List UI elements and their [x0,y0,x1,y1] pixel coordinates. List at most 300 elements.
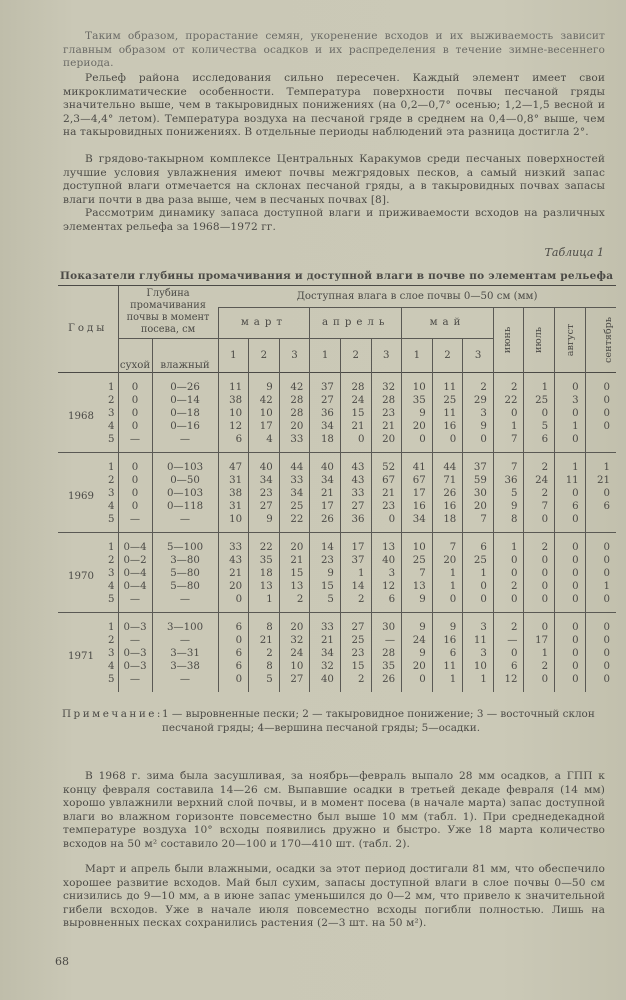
table-row [58,634,616,647]
header-moisture: Доступная влага в слое почвы 0—50 см (мм) [218,286,616,308]
moisture-cell: 3 [463,613,494,635]
moisture-cell: 44 [279,453,310,475]
moisture-cell: 25 [432,394,463,407]
moisture-cell: 20 [279,613,310,635]
moisture-cell: 33 [218,533,249,555]
moisture-cell: 41 [402,453,433,475]
moisture-cell: 20 [402,660,433,673]
moisture-cell: 34 [279,487,310,500]
moisture-cell: 1 [585,580,616,593]
table-row [58,500,616,513]
moisture-cell: 0 [585,567,616,580]
moisture-cell: 15 [279,567,310,580]
header-march-3: 3 [279,339,310,373]
moisture-cell: 28 [279,407,310,420]
moisture-cell: 0 [555,660,586,673]
moisture-cell: 0 [585,533,616,555]
moisture-cell: 0 [585,420,616,433]
moisture-cell: 9 [249,513,280,533]
moisture-cell: — [371,634,402,647]
moisture-cell: 13 [249,580,280,593]
moisture-cell: 14 [340,580,371,593]
moisture-cell: 25 [340,634,371,647]
moisture-cell: 26 [310,513,341,533]
header-may-1: 1 [402,339,433,373]
wet-depth-cell: 0—103 [152,453,218,475]
moisture-cell: 27 [340,613,371,635]
moisture-cell: 38 [218,394,249,407]
moisture-cell: 27 [310,394,341,407]
dry-depth-cell: 0 [118,474,152,487]
moisture-cell: 23 [340,647,371,660]
moisture-cell: 2 [524,487,555,500]
wet-depth-cell: — [152,513,218,533]
paragraph-text: Март и апрель были влажными, осадки за этот период достигали 81 мм, что обеспечило хорошее развитие всходов. Май был сухим, запасы доступной влаги в слое почвы 0—50 см снизились до 9—10 мм, а в июне запас уменьшился до 0—2 мм, что привело к значительной гибели всходов. Уже в начале июля повсеместно всходы погибли полностью. Лишь на выровненных песках сохранились растения (2—3 шт. на 50 м²). [63,863,605,930]
table-row [58,567,616,580]
dry-depth-cell: 0 [118,453,152,475]
moisture-cell: 7 [432,533,463,555]
header-march-1: 1 [218,339,249,373]
moisture-cell: 6 [555,500,586,513]
dry-depth-cell: 0—2 [118,554,152,567]
moisture-cell: 21 [218,567,249,580]
moisture-cell: 20 [432,554,463,567]
moisture-cell: 2 [340,593,371,613]
moisture-cell: 2 [524,453,555,475]
moisture-cell: 9 [402,613,433,635]
moisture-cell: 9 [310,567,341,580]
moisture-cell: 9 [432,613,463,635]
moisture-cell: 0 [493,647,524,660]
moisture-cell: 29 [463,394,494,407]
moisture-cell: 0 [463,580,494,593]
moisture-cell: 0 [218,593,249,613]
moisture-cell: 67 [402,474,433,487]
dry-depth-cell: — [118,593,152,613]
dry-depth-cell: — [118,634,152,647]
moisture-cell: 1 [493,420,524,433]
moisture-cell: 26 [371,673,402,692]
wet-depth-cell: 3—80 [152,554,218,567]
dry-depth-cell: 0 [118,500,152,513]
moisture-cell: 0 [463,433,494,453]
moisture-cell: 25 [463,554,494,567]
dry-depth-cell: 0—4 [118,567,152,580]
header-june-label: июнь [502,326,514,354]
moisture-cell: 2 [493,373,524,395]
page-number: 68 [55,955,69,968]
header-may-2: 2 [432,339,463,373]
wet-depth-cell: 5—80 [152,580,218,593]
moisture-cell: 28 [371,394,402,407]
table-row [58,433,616,453]
moisture-cell: 17 [310,500,341,513]
moisture-cell: 28 [279,394,310,407]
header-may-3: 3 [463,339,494,373]
wet-depth-cell: 5—100 [152,533,218,555]
moisture-cell: 8 [249,660,280,673]
header-september [585,308,616,373]
paragraph-text: Таким образом, прорастание семян, укоренение всходов и их выживаемость зависит главным образом от количества осадков и их распределения в течение зимне-весеннего периода. [63,30,605,70]
moisture-cell: 9 [402,407,433,420]
moisture-cell: 0 [555,433,586,453]
header-july-label: июль [533,326,545,354]
moisture-cell: 20 [463,500,494,513]
moisture-cell: 33 [279,474,310,487]
table-row [58,613,616,635]
moisture-cell: 1 [555,453,586,475]
table-row [58,474,616,487]
relief-element-number: 1 [108,542,115,553]
moisture-cell: 0 [585,593,616,613]
moisture-cell: 16 [432,500,463,513]
moisture-cell: 0 [524,513,555,533]
moisture-cell: 12 [218,420,249,433]
table-row [58,487,616,500]
relief-element-number: 1 [108,462,115,473]
moisture-cell: 5 [524,420,555,433]
relief-element-number: 5 [108,674,115,685]
moisture-cell: 32 [279,634,310,647]
moisture-cell: 0 [585,373,616,395]
moisture-cell: 33 [279,433,310,453]
moisture-cell: 0 [585,554,616,567]
moisture-cell: 20 [218,580,249,593]
moisture-cell: 10 [218,407,249,420]
moisture-cell: 16 [432,634,463,647]
relief-element-number: 5 [108,514,115,525]
relief-element-number: 1 [108,622,115,633]
moisture-cell: 22 [279,513,310,533]
moisture-cell: 9 [249,373,280,395]
header-years: Годы [58,286,118,373]
moisture-cell: 1 [555,420,586,433]
moisture-cell: 35 [402,394,433,407]
data-table [58,285,616,692]
moisture-cell: 0 [524,593,555,613]
header-august [555,308,586,373]
moisture-cell: 27 [279,673,310,692]
wet-depth-cell: 3—31 [152,647,218,660]
moisture-cell: 2 [524,533,555,555]
wet-depth-cell: — [152,634,218,647]
moisture-cell: 24 [524,474,555,487]
relief-element-number: 5 [108,594,115,605]
moisture-cell: 0 [524,673,555,692]
header-june [493,308,524,373]
moisture-cell: 36 [310,407,341,420]
moisture-cell: 42 [249,394,280,407]
moisture-cell: 13 [402,580,433,593]
moisture-cell: 1 [463,673,494,692]
moisture-cell: 47 [218,453,249,475]
header-wet: влажный [152,339,218,373]
moisture-cell: 23 [371,500,402,513]
header-depth: Глубина промачивания почвы в момент посева, см [118,286,218,339]
moisture-cell: 1 [340,567,371,580]
moisture-cell: 31 [218,500,249,513]
table-row [58,407,616,420]
moisture-cell: 1 [493,533,524,555]
moisture-cell [585,513,616,533]
table-row [58,420,616,433]
moisture-cell: 6 [493,660,524,673]
moisture-cell: 1 [585,453,616,475]
header-april-1: 1 [310,339,341,373]
moisture-cell: 6 [218,660,249,673]
moisture-cell: 6 [218,433,249,453]
dry-depth-cell: 0—3 [118,613,152,635]
moisture-cell: 43 [218,554,249,567]
table-row [58,513,616,533]
moisture-cell: 11 [555,474,586,487]
table-row [58,660,616,673]
moisture-cell: 20 [279,533,310,555]
moisture-cell: 0 [402,673,433,692]
moisture-cell: 1 [524,373,555,395]
header-april-3: 3 [371,339,402,373]
table-title: Показатели глубины промачивания и доступной влаги в почве по элементам рельефа [60,270,614,282]
moisture-cell: 20 [371,433,402,453]
header-march-2: 2 [249,339,280,373]
relief-element-number: 2 [108,475,115,486]
year-cell: 1970 [68,571,94,582]
moisture-cell: 10 [249,407,280,420]
moisture-cell: 2 [249,647,280,660]
dry-depth-cell: 0 [118,487,152,500]
moisture-cell: 28 [371,647,402,660]
moisture-cell: 6 [371,593,402,613]
moisture-cell [585,433,616,453]
moisture-cell: 0 [218,673,249,692]
moisture-cell: 7 [524,500,555,513]
moisture-cell: 26 [432,487,463,500]
paragraph [63,207,605,234]
moisture-cell: 0 [555,613,586,635]
relief-element-number: 3 [108,648,115,659]
moisture-cell: 0 [585,487,616,500]
moisture-cell: 35 [371,660,402,673]
table-row [58,554,616,567]
moisture-cell: 36 [493,474,524,487]
moisture-cell: 12 [493,673,524,692]
wet-depth-cell: 0—14 [152,394,218,407]
moisture-cell: 32 [310,660,341,673]
moisture-cell: 2 [340,673,371,692]
moisture-cell: 9 [402,593,433,613]
moisture-cell: 0 [524,613,555,635]
moisture-cell: 0 [555,373,586,395]
moisture-cell: 23 [371,407,402,420]
moisture-cell: 1 [432,580,463,593]
moisture-cell: 1 [432,567,463,580]
dry-depth-cell: 0 [118,373,152,395]
moisture-cell: 28 [340,373,371,395]
moisture-cell: 17 [524,634,555,647]
moisture-cell: 25 [279,500,310,513]
moisture-cell: 25 [524,394,555,407]
moisture-cell: 32 [371,373,402,395]
wet-depth-cell: 0—103 [152,487,218,500]
moisture-cell: 10 [463,660,494,673]
wet-depth-cell: 0—50 [152,474,218,487]
wet-depth-cell: 3—38 [152,660,218,673]
moisture-cell: 0 [524,407,555,420]
wet-depth-cell: — [152,433,218,453]
moisture-cell: 52 [371,453,402,475]
header-april-2: 2 [340,339,371,373]
moisture-cell: 8 [493,513,524,533]
moisture-cell: 20 [279,420,310,433]
moisture-cell: 38 [218,487,249,500]
moisture-cell: 34 [249,474,280,487]
moisture-cell: 33 [340,487,371,500]
paragraph-text: В 1968 г. зима была засушливая, за ноябрь—февраль выпало 28 мм осадков, а ГПП к концу февраля составила 14—26 см. Выпавшие осадки в третьей декаде февраля (14 мм) хорошо увлажнили верхний слой почвы, и в момент посева (в начале марта) запас доступной влаги во влажном горизонте повсеместно был выше 10 мм (табл. 1). При среднедекадной температуре воздуха 10° всходы появились дружно и быстро. Уже 18 марта количество всходов на 50 м² составило 20—100 и 170—410 шт. (табл. 2). [63,770,605,850]
moisture-cell: 40 [310,673,341,692]
moisture-cell: 0 [371,513,402,533]
paragraph [63,770,605,852]
moisture-cell: 0 [555,407,586,420]
moisture-cell: 0 [555,487,586,500]
moisture-cell: 0 [432,433,463,453]
moisture-cell: 15 [340,407,371,420]
moisture-cell: 34 [402,513,433,533]
header-april: апрель [310,308,402,339]
wet-depth-cell: 0—16 [152,420,218,433]
moisture-cell: 0 [340,433,371,453]
dry-depth-cell: — [118,673,152,692]
moisture-cell: 15 [340,660,371,673]
moisture-cell: 3 [555,394,586,407]
moisture-cell: 0 [524,580,555,593]
moisture-cell: 27 [340,500,371,513]
wet-depth-cell: 3—100 [152,613,218,635]
paragraph-text: Рельеф района исследования сильно пересечен. Каждый элемент имеет свои микроклиматические особенности. Температура поверхности почвы песчаной гряды значительно выше, чем в такыровидных понижениях (на 0,2—0,7° осенью; 1,2—1,5 весной и 2,3—4,4° летом). Температура воздуха на песчаной гряде в среднем на 0,4—0,8° выше, чем на такыровидных понижениях. В отдельные периоды наблюдений эта разница достигла 2°. [63,72,605,139]
moisture-cell: 40 [371,554,402,567]
moisture-cell: 9 [402,647,433,660]
moisture-cell: 21 [585,474,616,487]
wet-depth-cell: 0—118 [152,500,218,513]
paragraph [63,863,605,931]
moisture-cell: 40 [249,453,280,475]
moisture-cell: 17 [402,487,433,500]
moisture-cell: 10 [402,373,433,395]
moisture-cell: 7 [493,453,524,475]
moisture-cell: 0 [218,634,249,647]
table-row [58,580,616,593]
moisture-cell: 21 [340,420,371,433]
moisture-cell: 37 [310,373,341,395]
moisture-cell: 0 [493,554,524,567]
moisture-cell: 5 [249,673,280,692]
paragraph [63,72,605,140]
moisture-cell: 10 [218,513,249,533]
moisture-cell: 0 [555,647,586,660]
moisture-cell: 0 [555,554,586,567]
moisture-cell: 34 [310,474,341,487]
moisture-cell: 2 [524,660,555,673]
table-row [58,373,616,395]
moisture-cell: 18 [249,567,280,580]
relief-element-number: 3 [108,568,115,579]
wet-depth-cell: 0—26 [152,373,218,395]
moisture-cell: 0 [524,554,555,567]
moisture-cell: 35 [249,554,280,567]
relief-element-number: 2 [108,635,115,646]
moisture-cell: 16 [402,500,433,513]
moisture-cell: 0 [555,593,586,613]
relief-element-number: 2 [108,395,115,406]
moisture-cell: 0 [555,513,586,533]
moisture-cell: 9 [463,420,494,433]
moisture-cell: 0 [402,433,433,453]
paragraph-text: Рассмотрим динамику запаса доступной влаги и приживаемости всходов на различных элементах рельефа за 1968—1972 гг. [63,207,605,233]
moisture-cell: 0 [585,634,616,647]
year-cell: 1969 [68,491,94,502]
moisture-cell: 23 [249,487,280,500]
moisture-cell: 6 [585,500,616,513]
moisture-cell: 42 [279,373,310,395]
moisture-cell: 2 [279,593,310,613]
moisture-cell: 34 [310,420,341,433]
moisture-cell: 3 [371,567,402,580]
table-row [58,593,616,613]
moisture-cell: 21 [310,487,341,500]
moisture-cell: 67 [371,474,402,487]
moisture-cell: 43 [340,453,371,475]
table-row [58,673,616,692]
moisture-cell: 0 [493,567,524,580]
moisture-cell: 3 [463,647,494,660]
moisture-cell: 12 [371,580,402,593]
moisture-cell: 9 [493,500,524,513]
relief-element-number: 4 [108,661,115,672]
moisture-cell: 25 [402,554,433,567]
relief-element-number: 1 [108,382,115,393]
moisture-cell: 16 [432,420,463,433]
moisture-cell: 14 [310,533,341,555]
moisture-cell: 40 [310,453,341,475]
moisture-cell: 34 [310,647,341,660]
moisture-cell: 30 [463,487,494,500]
relief-element-number: 2 [108,555,115,566]
moisture-cell: — [493,634,524,647]
moisture-cell: 17 [340,533,371,555]
table-row [58,453,616,475]
moisture-cell: 2 [493,613,524,635]
moisture-cell: 23 [310,554,341,567]
moisture-cell: 1 [249,593,280,613]
moisture-cell: 6 [524,433,555,453]
moisture-cell: 36 [340,513,371,533]
dry-depth-cell: 0 [118,420,152,433]
relief-element-number: 4 [108,421,115,432]
moisture-cell: 13 [279,580,310,593]
table-row [58,394,616,407]
moisture-cell: 5 [493,487,524,500]
table-note [62,708,602,735]
moisture-cell: 8 [249,613,280,635]
paragraph [63,153,605,207]
header-dry: сухой [118,339,152,373]
moisture-cell: 22 [249,533,280,555]
moisture-cell: 1 [524,647,555,660]
moisture-cell: 37 [340,554,371,567]
relief-element-number: 4 [108,581,115,592]
moisture-cell: 17 [249,420,280,433]
moisture-cell: 0 [585,647,616,660]
moisture-cell: 0 [555,567,586,580]
